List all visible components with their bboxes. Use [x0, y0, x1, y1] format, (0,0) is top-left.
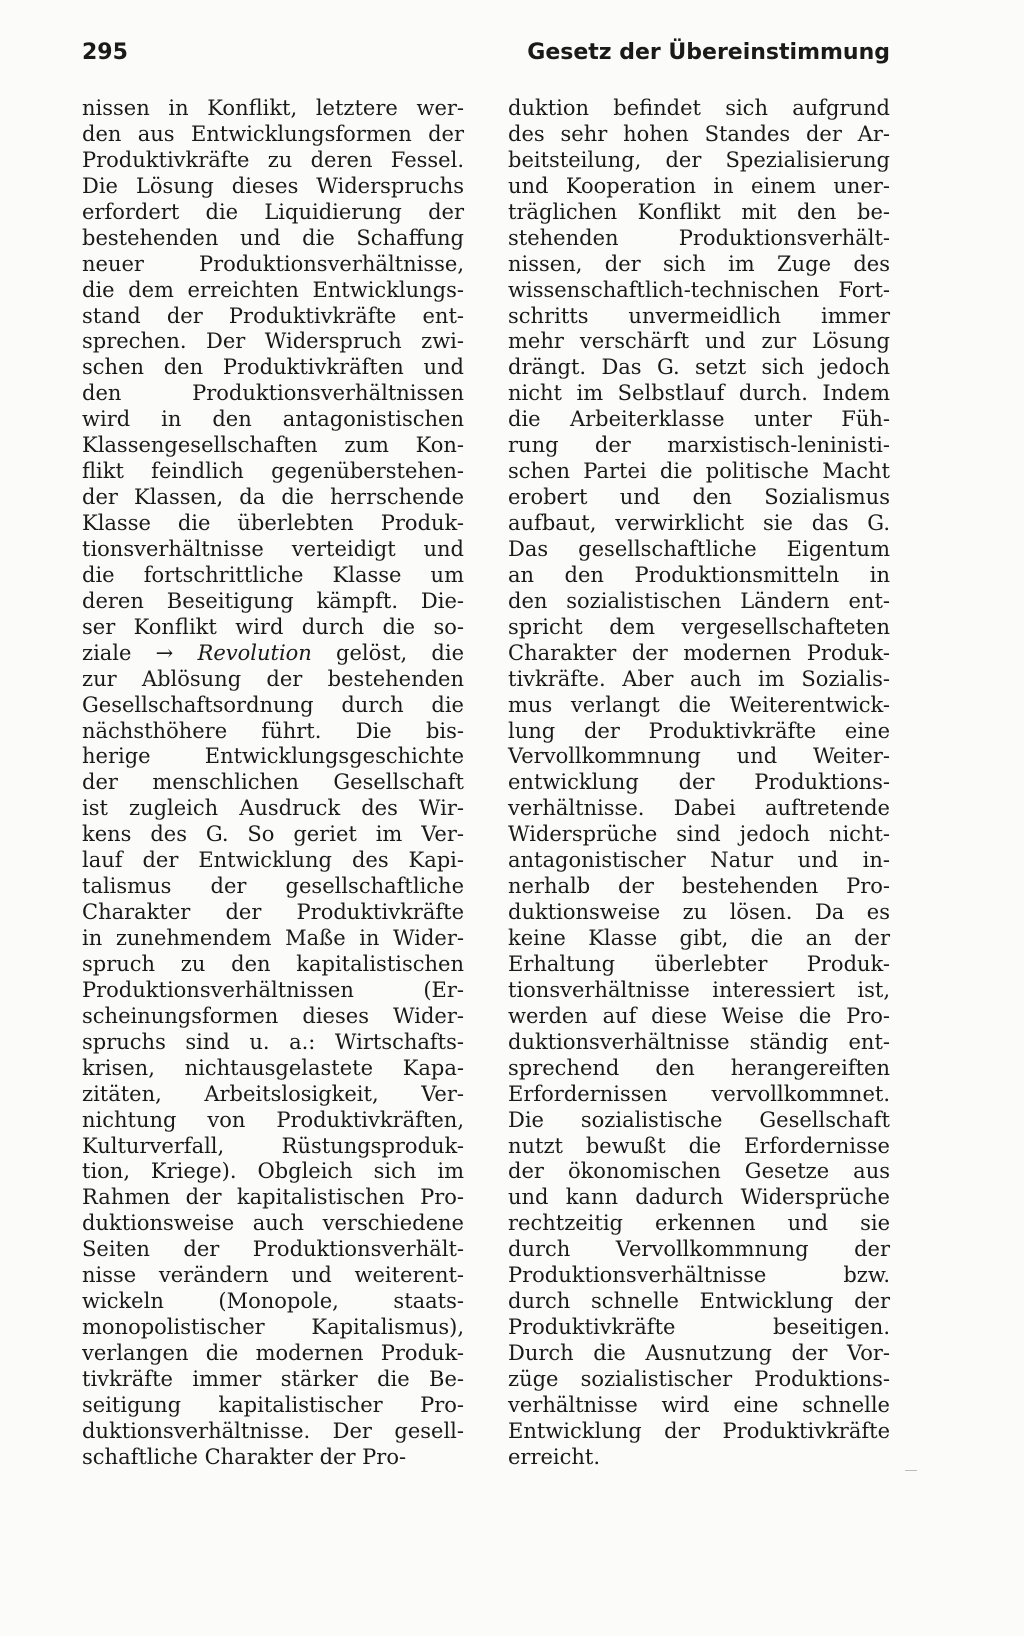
- text-line: die fortschrittliche Klasse um: [82, 562, 464, 587]
- text-line: duktionsweise auch verschiedene: [82, 1211, 464, 1236]
- text-line: Klassengesellschaften zum Kon-: [82, 433, 464, 458]
- text-line: Produktivkräfte beseitigen.: [508, 1315, 890, 1340]
- text-line: Das gesellschaftliche Eigentum: [508, 536, 890, 561]
- text-line: wickeln (Monopole, staats-: [82, 1289, 464, 1314]
- text-line: Produktionsverhältnissen (Er-: [82, 977, 464, 1002]
- text-line: Erfordernissen vervollkommnet.: [508, 1081, 890, 1106]
- text-line: des sehr hohen Standes der Ar-: [508, 121, 890, 146]
- text-line: die Arbeiterklasse unter Füh-: [508, 407, 890, 432]
- text-line: spruch zu den kapitalistischen: [82, 951, 464, 976]
- text-line: durch schnelle Entwicklung der: [508, 1289, 890, 1314]
- text-line: beitsteilung, der Spezialisierung: [508, 147, 890, 172]
- right-column: [508, 96, 890, 1471]
- text-line: ser Konflikt wird durch die so-: [82, 614, 464, 639]
- running-head: Gesetz der Übereinstimmung: [527, 40, 890, 65]
- text-line: der Klassen, da die herrschende: [82, 485, 464, 510]
- text-line: tion, Kriege). Obgleich sich im: [82, 1159, 464, 1184]
- cross-reference-term: Revolution: [197, 640, 312, 665]
- text-line: Durch die Ausnutzung der Vor-: [508, 1341, 890, 1365]
- text-line: nerhalb der bestehenden Pro-: [508, 874, 890, 899]
- text-line: kens des G. So geriet im Ver-: [82, 822, 464, 847]
- text-line: nicht im Selbstlauf durch. Indem: [508, 381, 890, 406]
- text-line: Klasse die überlebten Produk-: [82, 511, 464, 535]
- text-line: tivkräfte. Aber auch im Sozialis-: [508, 666, 890, 691]
- text-line: und Kooperation in einem uner-: [508, 173, 890, 198]
- text-line: nissen in Konflikt, letztere wer-: [82, 96, 464, 120]
- text-line: Rahmen der kapitalistischen Pro-: [82, 1185, 464, 1210]
- text-line: Vervollkommnung und Weiter-: [508, 744, 890, 769]
- text-line: erreicht.: [508, 1444, 601, 1469]
- text-line: zitäten, Arbeitslosigkeit, Ver-: [82, 1081, 464, 1106]
- page-number: 295: [82, 40, 128, 65]
- text-line: Produktivkräfte zu deren Fessel.: [82, 147, 464, 172]
- text-line: nissen, der sich im Zuge des: [508, 251, 890, 276]
- text-line: rung der marxistisch-leninisti-: [508, 433, 890, 458]
- text-line: entwicklung der Produktions-: [508, 770, 890, 795]
- text-line: Charakter der Produktivkräfte: [82, 900, 464, 925]
- text-line: nisse verändern und weiterent-: [82, 1263, 464, 1288]
- text-line: Gesellschaftsordnung durch die: [82, 692, 464, 717]
- text-line: mus verlangt die Weiterentwick-: [508, 692, 890, 717]
- text-line: flikt feindlich gegenüberstehen-: [82, 459, 464, 484]
- text-line: wird in den antagonistischen: [82, 407, 464, 432]
- text-line: neuer Produktionsverhältnisse,: [82, 251, 464, 276]
- text-line: tivkräfte immer stärker die Be-: [82, 1366, 464, 1391]
- text-line: aufbaut, verwirklicht sie das G.: [508, 511, 890, 535]
- text-line: der ökonomischen Gesetze aus: [508, 1159, 890, 1184]
- text-line: an den Produktionsmitteln in: [508, 562, 890, 587]
- text-line: in zunehmendem Maße in Wider-: [82, 926, 464, 950]
- left-column: [82, 96, 464, 1471]
- text-line: schen den Produktivkräften und: [82, 355, 464, 380]
- text-line: verhältnisse. Dabei auftretende: [508, 796, 890, 821]
- text-line: wissenschaftlich-technischen Fort-: [508, 277, 890, 302]
- text-line: ist zugleich Ausdruck des Wir-: [82, 796, 464, 821]
- text-line: drängt. Das G. setzt sich jedoch: [508, 355, 890, 380]
- text-line: Charakter der modernen Produk-: [508, 640, 890, 665]
- margin-mark: [905, 1470, 917, 1471]
- text-line: tionsverhältnisse verteidigt und: [82, 536, 464, 561]
- text-line: zur Ablösung der bestehenden: [82, 666, 464, 691]
- text-line: nichtung von Produktivkräften,: [82, 1107, 464, 1132]
- text-line: der menschlichen Gesellschaft: [82, 770, 464, 795]
- text-line: Produktionsverhältnisse bzw.: [508, 1263, 890, 1288]
- text-line: werden auf diese Weise die Pro-: [508, 1003, 890, 1028]
- text-line: deren Beseitigung kämpft. Die-: [82, 588, 464, 613]
- text-line: Kulturverfall, Rüstungsproduk-: [82, 1133, 464, 1158]
- text-line: stand der Produktivkräfte ent-: [82, 303, 464, 328]
- text-line: Erhaltung überlebter Produk-: [508, 951, 890, 976]
- page-header: [82, 40, 890, 80]
- text-line: den aus Entwicklungsformen der: [82, 121, 464, 146]
- text-line: keine Klasse gibt, die an der: [508, 926, 890, 950]
- text-line: duktionsverhältnisse ständig ent-: [508, 1029, 890, 1054]
- text-line: erobert und den Sozialismus: [508, 485, 890, 510]
- text-line: träglichen Konflikt mit den be-: [508, 199, 890, 224]
- text-line: spruchs sind u. a.: Wirtschafts-: [82, 1029, 464, 1054]
- text-line: verhältnisse wird eine schnelle: [508, 1392, 890, 1417]
- text-line: den Produktionsverhältnissen: [82, 381, 464, 406]
- text-line: sprechen. Der Widerspruch zwi-: [82, 329, 464, 354]
- text-line: herige Entwicklungsgeschichte: [82, 744, 464, 769]
- text-line: nächsthöhere führt. Die bis-: [82, 718, 464, 743]
- text-line: lauf der Entwicklung des Kapi-: [82, 848, 464, 873]
- text-line: schaftliche Charakter der Pro-: [82, 1444, 407, 1469]
- text-line: sprechend den herangereiften: [508, 1055, 890, 1080]
- text-line: ziale → Revolution gelöst, die: [82, 640, 465, 665]
- text-line: lung der Produktivkräfte eine: [508, 718, 890, 743]
- text-line: seitigung kapitalistischer Pro-: [82, 1392, 464, 1417]
- text-line: antagonistischer Natur und in-: [508, 848, 890, 873]
- text-line: Seiten der Produktionsverhält-: [82, 1237, 464, 1262]
- text-line: Widersprüche sind jedoch nicht-: [508, 822, 890, 847]
- text-line: verlangen die modernen Produk-: [82, 1341, 464, 1365]
- text-line: krisen, nichtausgelastete Kapa-: [82, 1055, 464, 1080]
- text-line: duktionsweise zu lösen. Da es: [508, 900, 890, 925]
- text-line: rechtzeitig erkennen und sie: [508, 1211, 890, 1236]
- text-line: talismus der gesellschaftliche: [82, 874, 464, 899]
- text-line: erfordert die Liquidierung der: [82, 199, 464, 224]
- text-line: schen Partei die politische Macht: [508, 459, 890, 484]
- text-line: bestehenden und die Schaffung: [82, 225, 464, 250]
- text-line: spricht dem vergesellschafteten: [508, 614, 890, 639]
- text-line: stehenden Produktionsverhält-: [508, 225, 890, 250]
- text-line: scheinungsformen dieses Wider-: [82, 1003, 464, 1028]
- text-line: Entwicklung der Produktivkräfte: [508, 1418, 890, 1443]
- text-line: tionsverhältnisse interessiert ist,: [508, 977, 890, 1002]
- text-line: mehr verschärft und zur Lösung: [508, 329, 890, 354]
- text-line: Die Lösung dieses Widerspruchs: [82, 173, 464, 198]
- text-line: die dem erreichten Entwicklungs-: [82, 277, 464, 302]
- text-line: nutzt bewußt die Erfordernisse: [508, 1133, 890, 1158]
- text-line: monopolistischer Kapitalismus),: [82, 1315, 464, 1340]
- text-line: duktion befindet sich aufgrund: [508, 96, 890, 120]
- text-line: durch Vervollkommnung der: [508, 1237, 890, 1262]
- text-line: den sozialistischen Ländern ent-: [508, 588, 890, 613]
- text-line: und kann dadurch Widersprüche: [508, 1185, 890, 1210]
- text-line: Die sozialistische Gesellschaft: [508, 1107, 890, 1132]
- text-line: duktionsverhältnisse. Der gesell-: [82, 1418, 464, 1443]
- text-line: schritts unvermeidlich immer: [508, 303, 890, 328]
- text-line: züge sozialistischer Produktions-: [508, 1366, 890, 1391]
